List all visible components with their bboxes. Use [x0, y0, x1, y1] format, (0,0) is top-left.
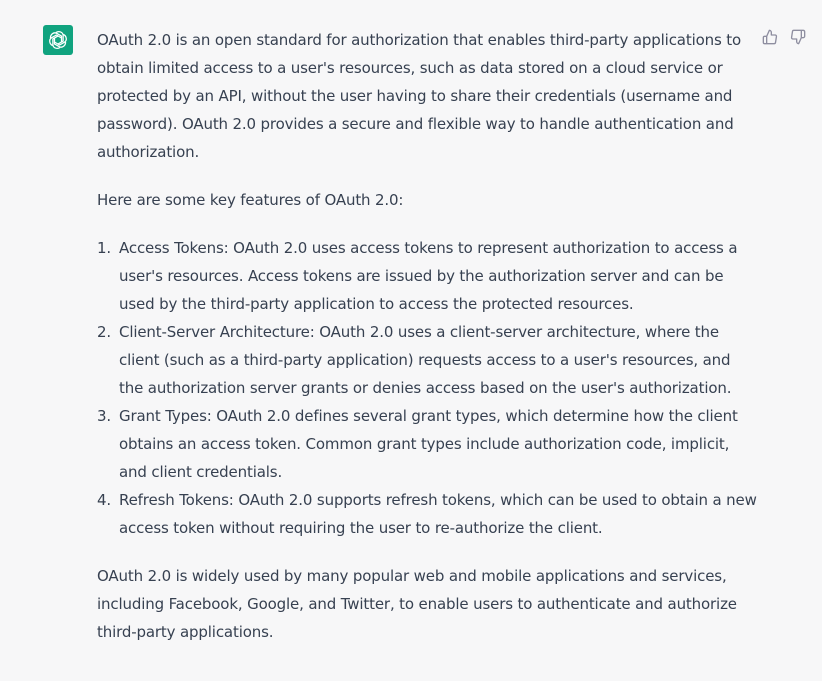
list-item-number: 2. [97, 323, 112, 341]
feedback-buttons [761, 28, 807, 46]
list-item-text: Access Tokens: OAuth 2.0 uses access tokens to represent authorization to access a user's resources. Access tokens are issued by the authorization server and can be used by the third-party application to access the protected resources. [119, 239, 738, 313]
list-item-number: 3. [97, 407, 112, 425]
conclusion-paragraph: OAuth 2.0 is widely used by many popular web and mobile applications and services, including Facebook, Google, and Twitter, to enable users to authenticate and authorize third-party applications. [97, 567, 737, 641]
thumbs-up-button[interactable] [761, 28, 779, 46]
openai-logo-icon [47, 29, 69, 51]
thumbs-down-icon [790, 29, 806, 45]
thumbs-down-button[interactable] [789, 28, 807, 46]
features-list [97, 234, 757, 542]
list-item [97, 318, 757, 402]
list-item [97, 234, 757, 318]
list-item-text: Refresh Tokens: OAuth 2.0 supports refresh tokens, which can be used to obtain a new access token without requiring the user to re-authorize the client. [119, 491, 757, 537]
list-item-number: 1. [97, 239, 112, 257]
list-item-number: 4. [97, 491, 112, 509]
list-item [97, 402, 757, 486]
assistant-avatar [43, 25, 73, 55]
list-item-text: Grant Types: OAuth 2.0 defines several grant types, which determine how the client obtains an access token. Common grant types include authorization code, implicit, and client credentials. [119, 407, 738, 481]
intro-paragraph: OAuth 2.0 is an open standard for authorization that enables third-party applications to obtain limited access to a user's resources, such as data stored on a cloud service or protected by an API, without the user having to share their credentials (username and password). OAuth 2.0 provides a secure and flexible way to handle authentication and authorization. [97, 31, 742, 161]
message-content [97, 26, 757, 666]
list-item [97, 486, 757, 542]
list-item-text: Client-Server Architecture: OAuth 2.0 uses a client-server architecture, where the client (such as a third-party application) requests access to a user's resources, and the authorization server grants or denies access based on the user's authorization. [119, 323, 732, 397]
features-heading: Here are some key features of OAuth 2.0: [97, 191, 404, 209]
thumbs-up-icon [762, 29, 778, 45]
